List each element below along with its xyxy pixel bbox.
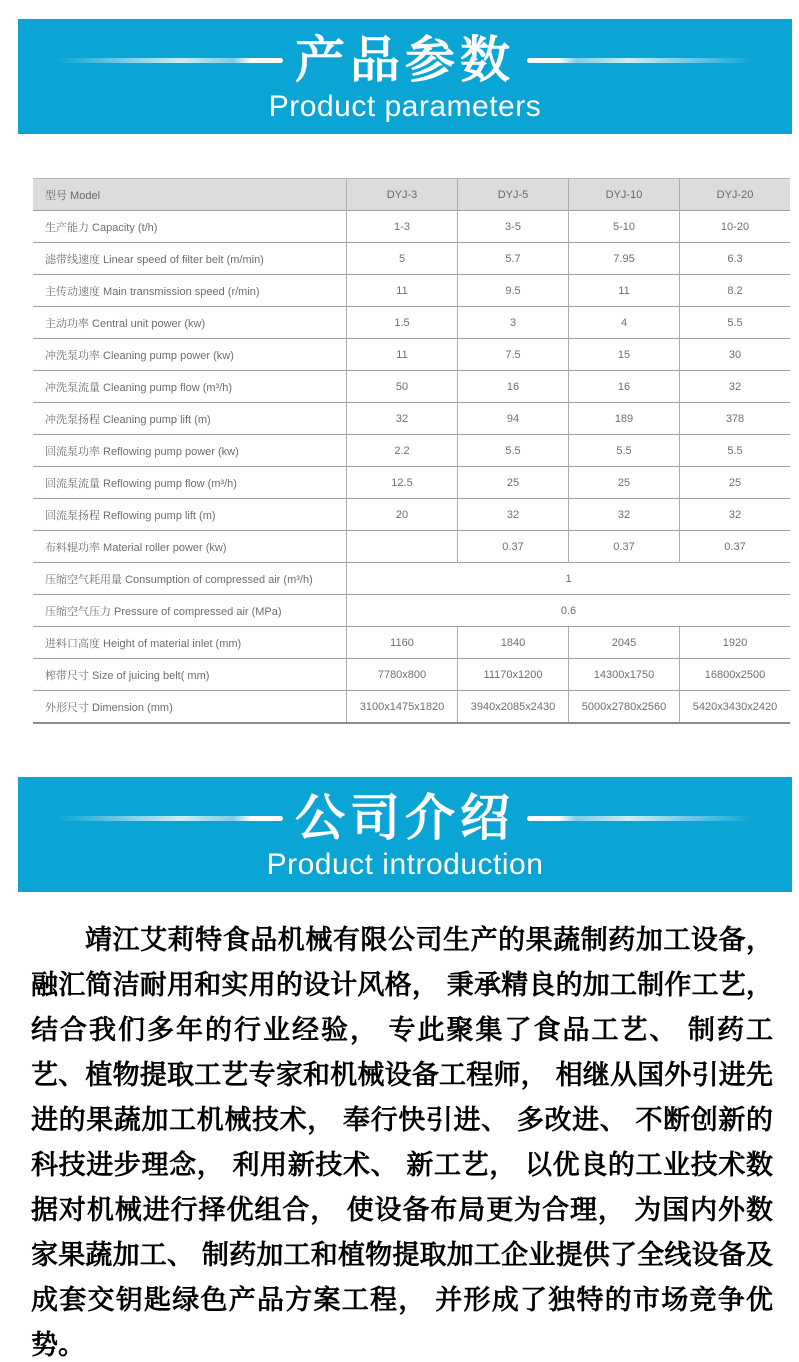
row-value-cell: 5 xyxy=(347,243,458,275)
row-value-cell: 25 xyxy=(569,467,680,499)
row-value-cell: 5-10 xyxy=(569,211,680,243)
row-label-cell: 回流泵功率 Reflowing pump power (kw) xyxy=(33,435,347,467)
row-value-cell: 5.5 xyxy=(680,307,791,339)
row-value-cell: 5.5 xyxy=(569,435,680,467)
row-value-cell: 0.37 xyxy=(458,531,569,563)
row-value-cell: 14300x1750 xyxy=(569,659,680,691)
parameters-banner xyxy=(18,19,792,134)
row-value-cell: 0.37 xyxy=(569,531,680,563)
row-value-cell-merged: 0.6 xyxy=(347,595,791,627)
row-value-cell: 32 xyxy=(347,403,458,435)
row-label-cell: 压缩空气压力 Pressure of compressed air (MPa) xyxy=(33,595,347,627)
row-value-cell: 6.3 xyxy=(680,243,791,275)
row-value-cell: 5420x3430x2420 xyxy=(680,691,791,724)
row-value-cell: 25 xyxy=(458,467,569,499)
row-value-cell: 11170x1200 xyxy=(458,659,569,691)
table-row xyxy=(33,339,790,371)
row-value-cell: 15 xyxy=(569,339,680,371)
row-value-cell: 10-20 xyxy=(680,211,791,243)
row-value-cell: 7780x800 xyxy=(347,659,458,691)
row-value-cell: 4 xyxy=(569,307,680,339)
row-value-cell: 3-5 xyxy=(458,211,569,243)
model-header-cell: DYJ-5 xyxy=(458,179,569,211)
table-row xyxy=(33,403,790,435)
row-value-cell: 32 xyxy=(458,499,569,531)
row-value-cell: 16800x2500 xyxy=(680,659,791,691)
table-row xyxy=(33,531,790,563)
parameters-title-zh: 产品参数 xyxy=(295,32,515,88)
row-label-cell: 生产能力 Capacity (t/h) xyxy=(33,211,347,243)
decorative-line-right xyxy=(527,816,753,821)
row-value-cell: 2.2 xyxy=(347,435,458,467)
row-label-cell: 冲洗泵流量 Cleaning pump flow (m³/h) xyxy=(33,371,347,403)
model-header-cell: DYJ-3 xyxy=(347,179,458,211)
row-label-cell: 布料辊功率 Material roller power (kw) xyxy=(33,531,347,563)
decorative-line-left xyxy=(57,816,283,821)
parameters-title-en: Product parameters xyxy=(268,90,542,123)
introduction-banner xyxy=(18,777,792,892)
row-value-cell: 16 xyxy=(458,371,569,403)
row-value-cell: 3 xyxy=(458,307,569,339)
row-value-cell: 11 xyxy=(347,275,458,307)
row-value-cell: 5000x2780x2560 xyxy=(569,691,680,724)
table-header-row xyxy=(33,179,790,211)
parameters-table xyxy=(33,178,790,724)
row-value-cell: 12.5 xyxy=(347,467,458,499)
row-label-cell: 回流泵流量 Reflowing pump flow (m³/h) xyxy=(33,467,347,499)
row-value-cell: 32 xyxy=(680,499,791,531)
introduction-title-zh: 公司介绍 xyxy=(295,790,515,846)
row-value-cell: 189 xyxy=(569,403,680,435)
table-row xyxy=(33,371,790,403)
row-value-cell: 0.37 xyxy=(680,531,791,563)
row-value-cell: 5.5 xyxy=(458,435,569,467)
table-row xyxy=(33,275,790,307)
parameters-banner-title-row xyxy=(57,32,753,88)
row-value-cell-merged: 1 xyxy=(347,563,791,595)
table-row xyxy=(33,467,790,499)
row-value-cell: 1160 xyxy=(347,627,458,659)
row-value-cell: 3100x1475x1820 xyxy=(347,691,458,724)
table-row xyxy=(33,307,790,339)
row-value-cell: 11 xyxy=(569,275,680,307)
row-value-cell: 16 xyxy=(569,371,680,403)
table-row xyxy=(33,435,790,467)
row-value-cell: 50 xyxy=(347,371,458,403)
table-row xyxy=(33,243,790,275)
introduction-banner-title-row xyxy=(57,790,753,846)
decorative-line-left xyxy=(57,58,283,63)
row-value-cell: 5.5 xyxy=(680,435,791,467)
row-label-cell: 回流泵扬程 Reflowing pump lift (m) xyxy=(33,499,347,531)
company-introduction-text: 靖江艾莉特食品机械有限公司生产的果蔬制药加工设备，融汇简洁耐用和实用的设计风格， 秉承精良的加工制作工艺，结合我们多年的行业经验， 专此聚集了食品工艺、 制药工艺、植物提取工艺专家和机械设备工程师， 相继从国外引进先进的果蔬加工机械技术， 奉行快引进、 多改进、 不断创新的科技进步理念， 利用新技术、 新工艺， 以优良的工业技术数据对机械进行择优组合， 使设备布局更为合理， 为国内外数家果蔬加工、 制药加工和植物提取加工企业提供了全线设备及成套交钥匙绿色产品方案工程， 并形成了独特的市场竞争优势。 xyxy=(31,925,773,1360)
row-label-cell: 压缩空气耗用量 Consumption of compressed air (m³/h) xyxy=(33,563,347,595)
row-value-cell: 7.95 xyxy=(569,243,680,275)
parameters-table-body xyxy=(33,211,790,724)
row-value-cell: 25 xyxy=(680,467,791,499)
row-value-cell xyxy=(347,531,458,563)
row-value-cell: 3940x2085x2430 xyxy=(458,691,569,724)
row-label-cell: 滤带线速度 Linear speed of filter belt (m/min) xyxy=(33,243,347,275)
row-value-cell: 30 xyxy=(680,339,791,371)
table-row xyxy=(33,691,790,724)
row-value-cell: 1.5 xyxy=(347,307,458,339)
table-row xyxy=(33,211,790,243)
row-label-cell: 冲洗泵功率 Cleaning pump power (kw) xyxy=(33,339,347,371)
model-header-cell: DYJ-10 xyxy=(569,179,680,211)
row-label-cell: 外形尺寸 Dimension (mm) xyxy=(33,691,347,724)
row-value-cell: 8.2 xyxy=(680,275,791,307)
row-value-cell: 9.5 xyxy=(458,275,569,307)
table-row xyxy=(33,595,790,627)
row-value-cell: 1920 xyxy=(680,627,791,659)
table-row xyxy=(33,499,790,531)
row-value-cell: 20 xyxy=(347,499,458,531)
row-value-cell: 94 xyxy=(458,403,569,435)
row-label-cell: 榨带尺寸 Size of juicing belt( mm) xyxy=(33,659,347,691)
introduction-title-en: Product introduction xyxy=(266,848,544,881)
row-value-cell: 2045 xyxy=(569,627,680,659)
parameters-table-wrap xyxy=(33,178,778,724)
row-label-cell: 进料口高度 Height of material inlet (mm) xyxy=(33,627,347,659)
row-value-cell: 1-3 xyxy=(347,211,458,243)
row-value-cell: 11 xyxy=(347,339,458,371)
row-label-cell: 冲洗泵扬程 Cleaning pump lift (m) xyxy=(33,403,347,435)
row-label-cell: 主动功率 Central unit power (kw) xyxy=(33,307,347,339)
row-value-cell: 7.5 xyxy=(458,339,569,371)
table-row xyxy=(33,627,790,659)
row-value-cell: 378 xyxy=(680,403,791,435)
row-value-cell: 32 xyxy=(569,499,680,531)
row-value-cell: 32 xyxy=(680,371,791,403)
table-row xyxy=(33,659,790,691)
decorative-line-right xyxy=(527,58,753,63)
model-label-header-cell: 型号 Model xyxy=(33,179,347,211)
row-value-cell: 1840 xyxy=(458,627,569,659)
table-row xyxy=(33,563,790,595)
row-label-cell: 主传动速度 Main transmission speed (r/min) xyxy=(33,275,347,307)
model-header-cell: DYJ-20 xyxy=(680,179,791,211)
row-value-cell: 5.7 xyxy=(458,243,569,275)
